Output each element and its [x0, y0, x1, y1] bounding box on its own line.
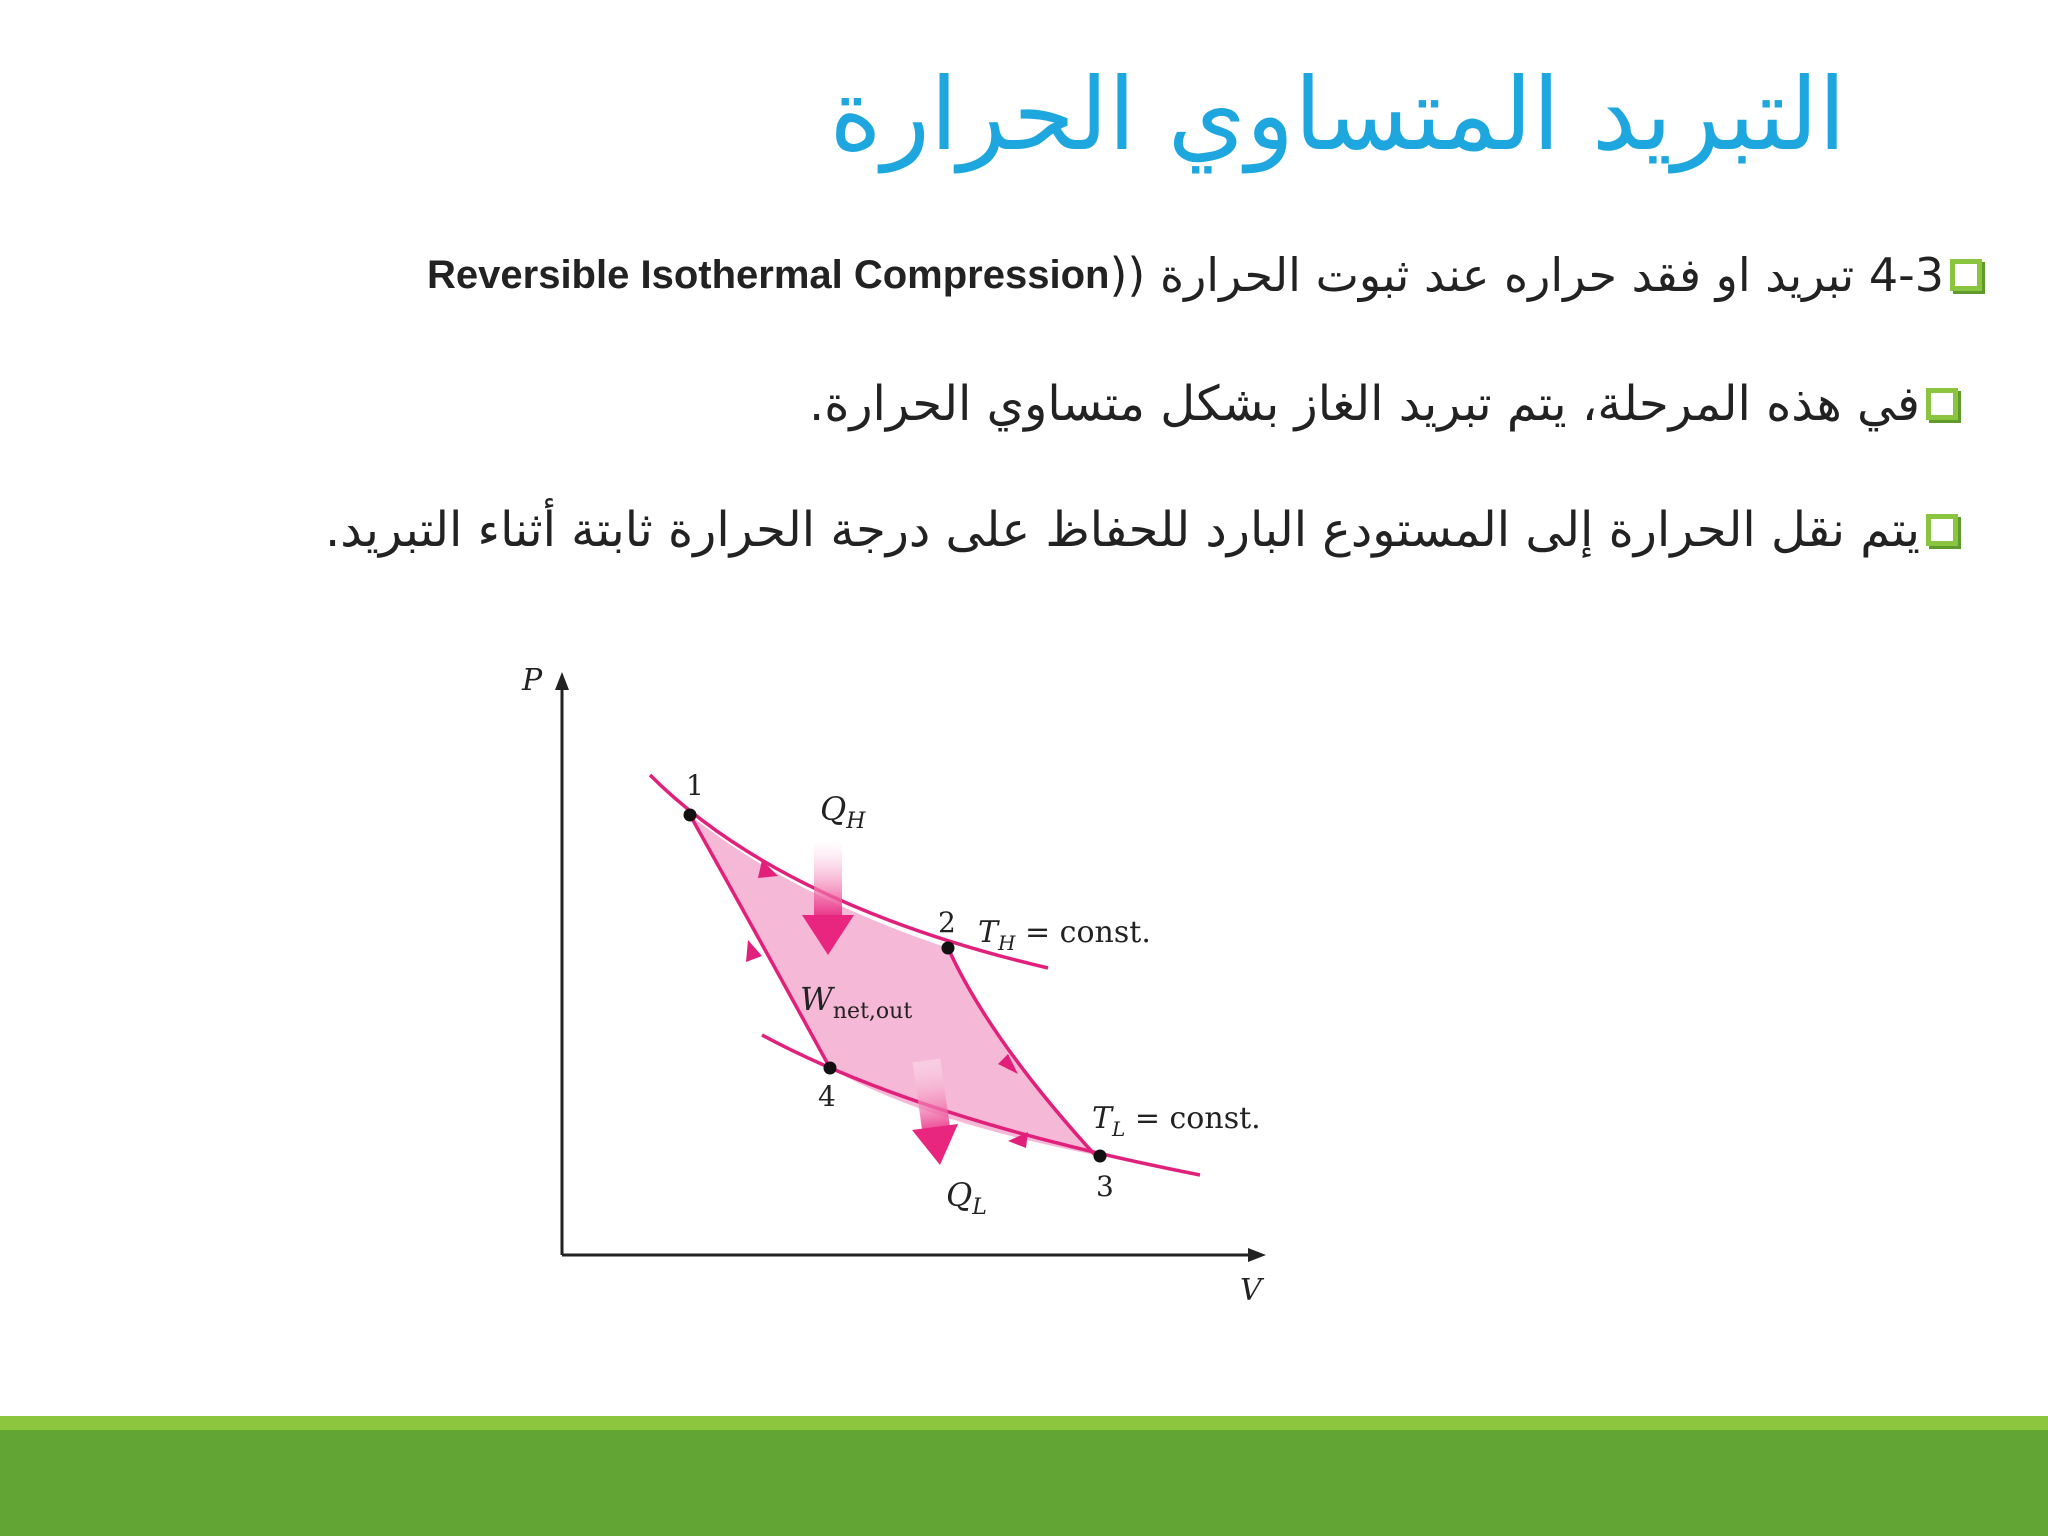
bullet-text: في هذه المرحلة، يتم تبريد الغاز بشكل متساوي الحرارة. [808, 376, 1920, 432]
point-label-2: 2 [938, 906, 956, 939]
bullet-gas-cooling [809, 376, 1958, 432]
point-label-3: 3 [1096, 1170, 1114, 1203]
bullet-isothermal-compression [427, 248, 1982, 302]
bullet-text-english: Reversible Isothermal Compression [427, 252, 1110, 297]
state-point-2 [942, 942, 955, 955]
state-point-3 [1094, 1150, 1107, 1163]
th-const-label: $T_H$ = const. [978, 915, 1151, 955]
pv-diagram [500, 650, 1300, 1330]
bullet-text-arabic: 4-3 تبريد او فقد حراره عند ثبوت الحرارة (( [1109, 248, 1944, 302]
tl-const-label: $T_L$ = const. [1092, 1101, 1261, 1141]
state-point-4 [824, 1062, 837, 1075]
heat-out-label: $Q_L$ [946, 1176, 987, 1220]
slide-title: التبريد المتساوي الحرارة [829, 56, 1846, 173]
work-label: $W_{net,out}$ [800, 980, 913, 1024]
y-axis-arrowhead [555, 672, 569, 690]
checkbox-bullet-icon [1926, 388, 1958, 420]
cycle-area [690, 815, 1095, 1155]
x-axis-label: V [1240, 1273, 1262, 1308]
checkbox-bullet-icon [1950, 259, 1982, 291]
point-label-4: 4 [818, 1080, 836, 1113]
bullet-heat-transfer [325, 502, 1958, 558]
x-axis-arrowhead [1248, 1248, 1266, 1262]
state-point-1 [684, 809, 697, 822]
heat-in-label: $Q_H$ [820, 790, 866, 834]
checkbox-bullet-icon [1926, 514, 1958, 546]
point-label-1: 1 [686, 769, 704, 802]
y-axis-label: P [522, 663, 543, 698]
footer-bar [0, 1430, 2048, 1536]
footer-accent-stripe [0, 1416, 2048, 1430]
bullet-text: يتم نقل الحرارة إلى المستودع البارد للحفاظ على درجة الحرارة ثابتة أثناء التبريد. [325, 502, 1920, 558]
